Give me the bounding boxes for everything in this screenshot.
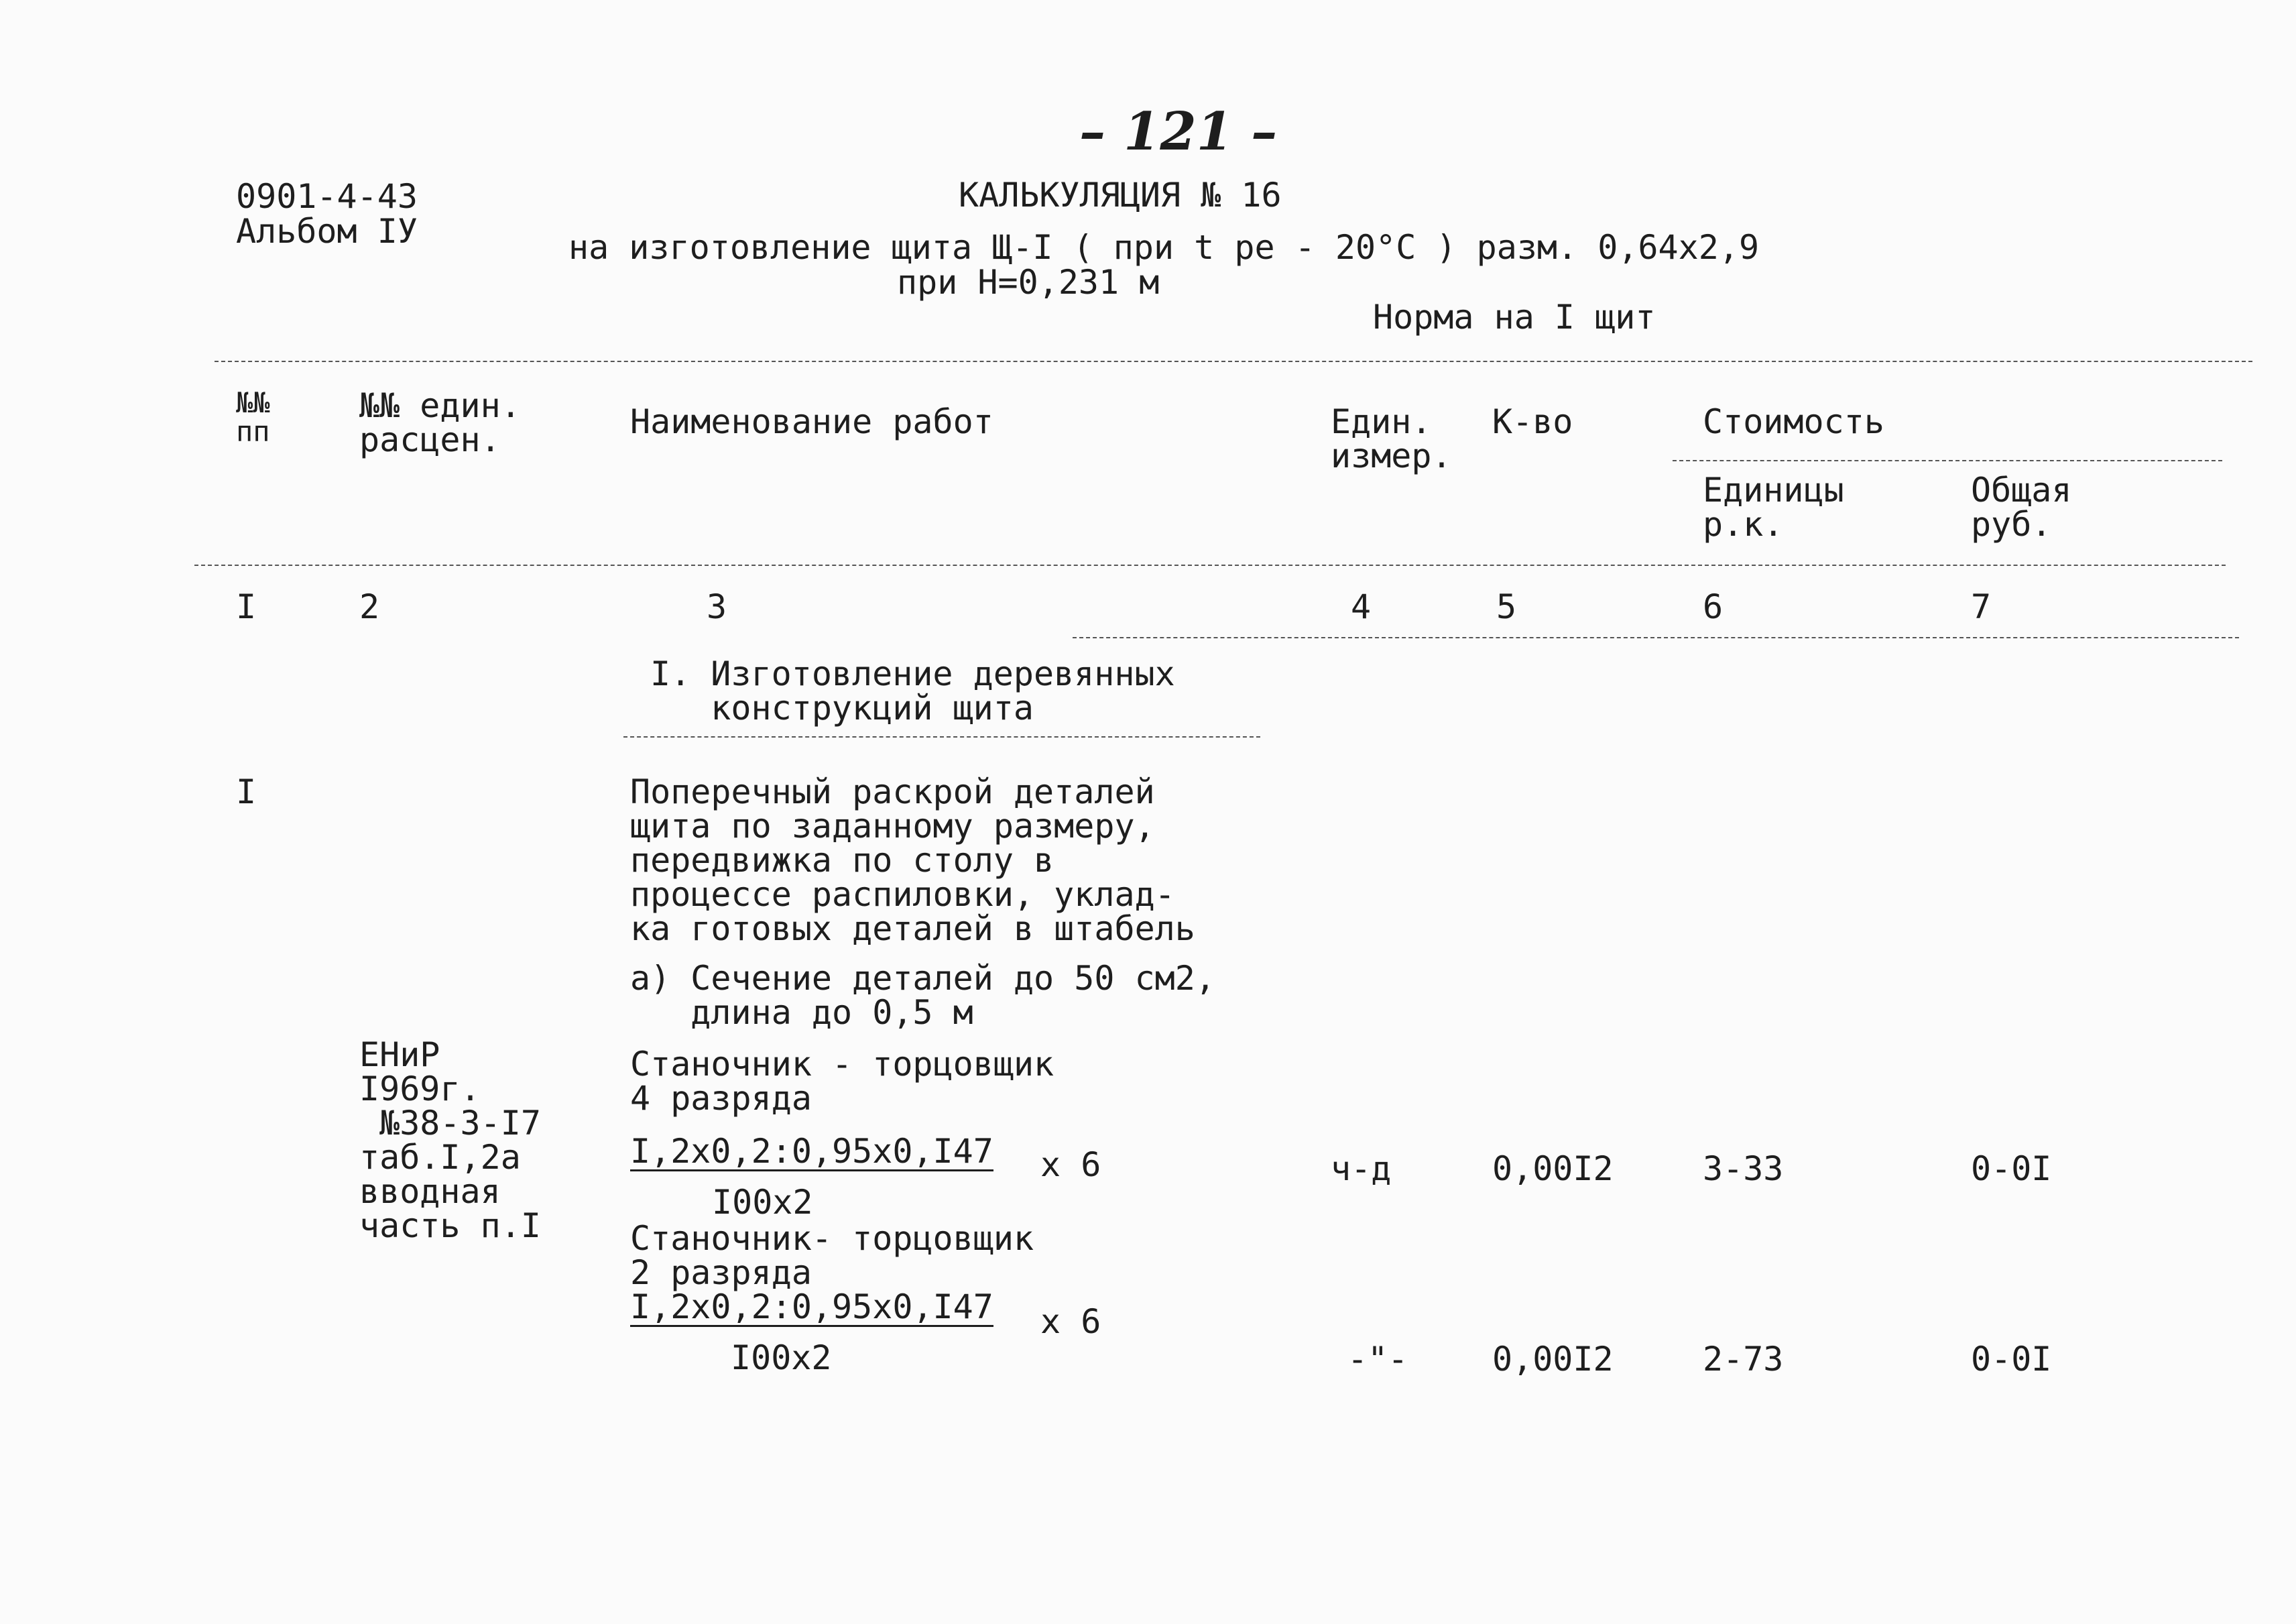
formula-denominator: I00х2	[712, 1183, 813, 1222]
header-total-cost: Общая руб.	[1971, 471, 2072, 544]
column-number-1: I	[236, 587, 257, 626]
column-number-6: 6	[1703, 587, 1724, 626]
document-code: 0901-4-43	[236, 177, 418, 216]
row-number: I	[236, 772, 257, 811]
header-work-name: Наименование работ	[630, 402, 993, 441]
header-rate-number: №№ един. расцен.	[359, 386, 521, 459]
album-label: Альбом IУ	[236, 212, 418, 251]
formula-numerator: I,2х0,2:0,95х0,I47	[630, 1132, 993, 1171]
quantity-value: 0,00I2	[1492, 1149, 1614, 1188]
formula-multiplier: х 6	[1040, 1302, 1101, 1341]
sub-item-description: а) Сечение деталей до 50 см2, длина до 0,5 м	[630, 959, 1215, 1032]
column-number-3: 3	[707, 587, 727, 626]
work-description: Поперечный раскрой деталей щита по заданному размеру, передвижка по столу в процессе распиловки, уклад- ка готовых деталей в штабель	[630, 772, 1195, 948]
unit-value: -"-	[1347, 1340, 1408, 1379]
header-cost: Стоимость	[1703, 402, 1884, 441]
header-quantity: К-во	[1492, 402, 1573, 441]
rate-reference: ЕНиР I969г. №38-3-I7 таб.I,2а вводная часть п.I	[359, 1035, 541, 1245]
formula-multiplier: х 6	[1040, 1145, 1101, 1184]
header-row-number: №№ пп	[236, 386, 270, 448]
worker-title: Станочник - торцовщик 4 разряда	[630, 1045, 1054, 1118]
unit-cost-value: 2-73	[1703, 1340, 1784, 1379]
quantity-value: 0,00I2	[1492, 1340, 1614, 1379]
header-unit-cost: Единицы р.к.	[1703, 471, 1844, 544]
calculation-subtitle: на изготовление щита Щ-I ( при t рe - 20°C ) разм. 0,64х2,9	[568, 228, 1760, 267]
calculation-subtitle-height: при Н=0,231 м	[897, 263, 1160, 302]
worker-title: Станочник- торцовщик 2 разряда	[630, 1219, 1034, 1292]
column-number-7: 7	[1971, 587, 1992, 626]
formula-numerator: I,2х0,2:0,95х0,I47	[630, 1287, 993, 1326]
column-number-4: 4	[1351, 587, 1372, 626]
header-bottom-rule	[194, 565, 2226, 566]
table-top-rule	[215, 361, 2252, 362]
unit-value: ч-д	[1331, 1149, 1392, 1188]
page-number: – 121 –	[1079, 101, 1278, 162]
col-numbers-rule	[1073, 637, 2239, 638]
formula-denominator: I00х2	[731, 1338, 832, 1377]
column-number-5: 5	[1496, 587, 1517, 626]
total-cost-value: 0-0I	[1971, 1149, 2052, 1188]
column-number-2: 2	[359, 587, 380, 626]
total-cost-value: 0-0I	[1971, 1340, 2052, 1379]
unit-cost-value: 3-33	[1703, 1149, 1784, 1188]
section-title-rule	[623, 736, 1260, 738]
norm-label: Норма на I щит	[1373, 298, 1656, 337]
section-title: I. Изготовление деревянных конструкций щита	[650, 654, 1175, 728]
calculation-title: КАЛЬКУЛЯЦИЯ № 16	[959, 176, 1282, 215]
cost-group-rule	[1673, 460, 2222, 461]
header-unit: Един. измер.	[1331, 402, 1452, 475]
